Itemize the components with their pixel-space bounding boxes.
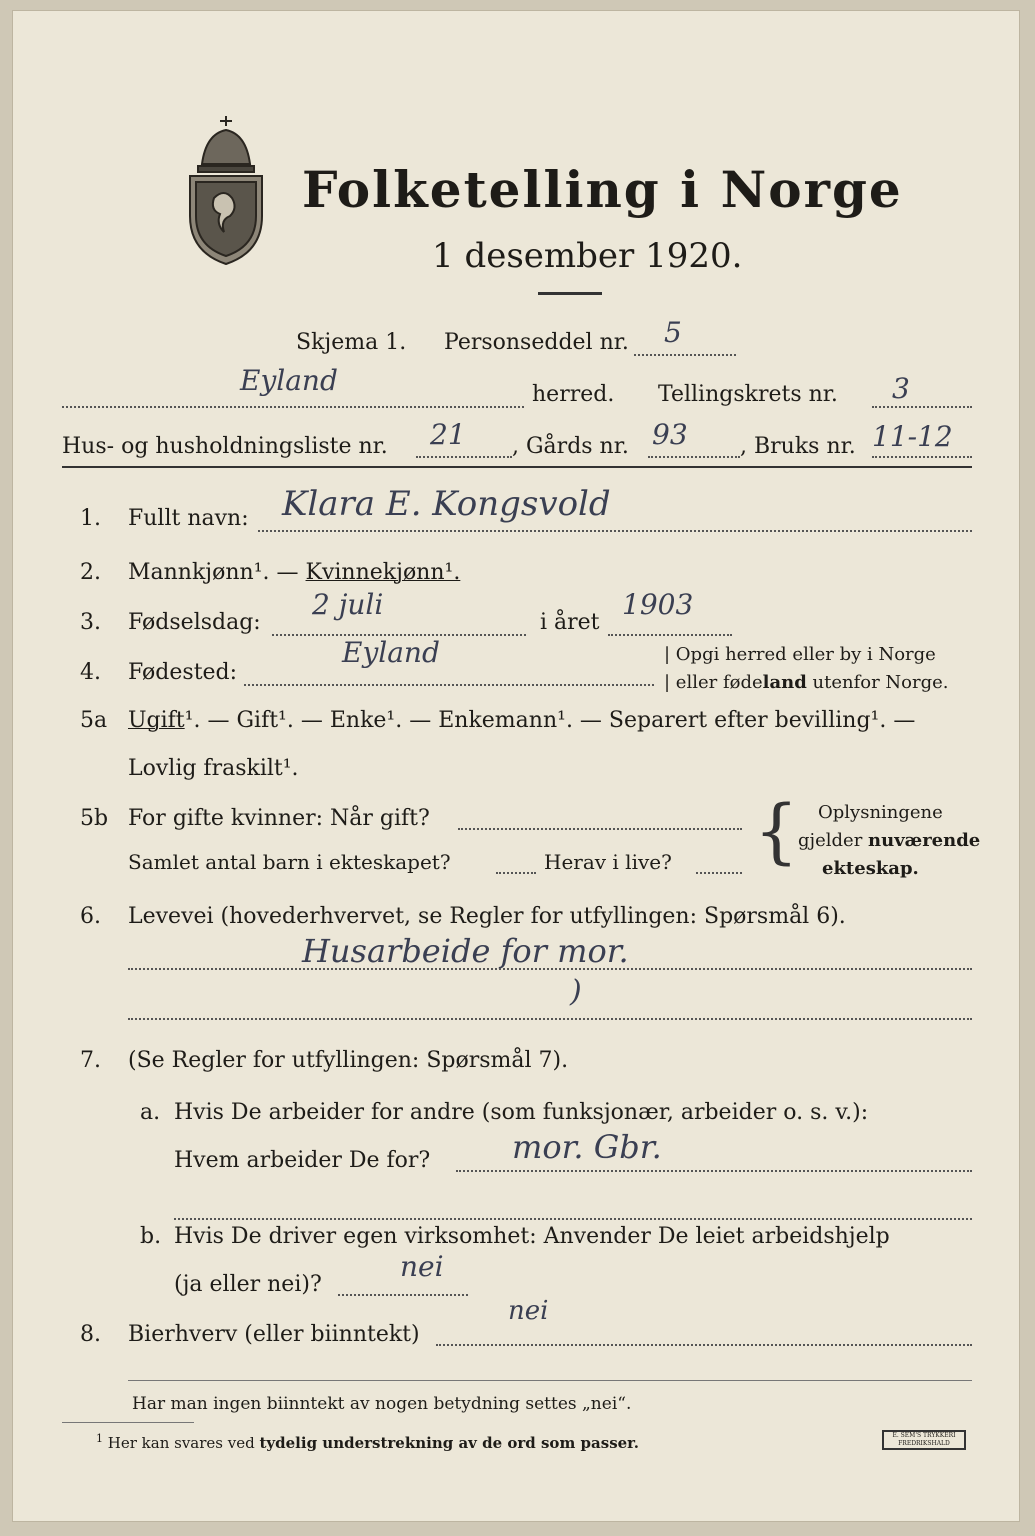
q5b-note3: ekteskap. [822,858,919,879]
q1-label: Fullt navn: [128,506,249,531]
q7-number: 7. [80,1048,101,1073]
hus-line [416,456,512,458]
personseddel-line [634,354,736,356]
coat-of-arms-icon [180,112,272,268]
q4-number: 4. [80,660,101,685]
personseddel-label: Personseddel nr. [444,330,629,355]
q1-line [258,530,972,532]
q7a-line2 [174,1218,972,1220]
footnote-number: 1 [96,1432,103,1445]
q3-label: Fødselsdag: [128,610,261,635]
form-subtitle: 1 desember 1920. [432,236,743,276]
q6-value: Husarbeide for mor. [302,932,629,970]
tellingskrets-line [872,406,972,408]
q5b-gift-line [458,828,742,830]
q2-number: 2. [80,560,101,585]
q7b-line [338,1294,468,1296]
title-divider [538,292,602,295]
herred-line [62,406,524,408]
bruks-label: , Bruks nr. [740,434,856,459]
tellingskrets-value: 3 [892,372,910,405]
q4-note-pre: eller føde [675,672,763,693]
personseddel-value: 5 [664,316,682,349]
printer-stamp-text: E. SEM'S TRYKKERI FREDRIKSHALD [892,1432,956,1447]
q7b-label: Hvis De driver egen virksomhet: Anvender De leiet arbeidshjelp [174,1224,890,1249]
q5a-line2: Lovlig fraskilt¹. [128,756,299,781]
q6-line2 [128,1018,972,1020]
q4-note-line1-text: Opgi herred eller by i Norge [675,644,936,665]
footer-rule [128,1380,972,1381]
q7-label: (Se Regler for utfyllingen: Spørsmål 7). [128,1048,569,1073]
q3-year-value: 1903 [622,588,694,621]
q3-year-label: i året [540,610,600,635]
q5a-ugift-option: Ugift [128,708,185,733]
q1-value: Klara E. Kongsvold [282,484,611,524]
q5a-other-options: ¹. — Gift¹. — Enke¹. — Enkemann¹. — Separert efter bevilling¹. — [184,708,916,733]
q4-note-line1: | Opgi herred eller by i Norge [664,644,936,665]
header-bottom-rule [62,466,972,468]
q6-line1 [128,968,972,970]
q7a-label: Hvis De arbeider for andre (som funksjonær, arbeider o. s. v.): [174,1100,869,1125]
footnote-pre: Her kan svares ved [107,1434,260,1452]
q3-day-value: 2 juli [312,588,384,621]
q4-note-bold: land [762,672,807,693]
q5b-note1: Oplysningene [818,802,943,823]
q5b-barn-line [496,872,536,874]
q5b-gift-label: For gifte kvinner: Når gift? [128,806,430,831]
q4-value: Eyland [342,636,440,669]
gards-label: , Gårds nr. [512,434,629,459]
footnote-rule [62,1422,194,1423]
q3-number: 3. [80,610,101,635]
q4-note-line2: | eller fødeland utenfor Norge. [664,672,949,693]
q5b-brace: { [754,790,799,872]
q8-line [436,1344,972,1346]
q4-label: Fødested: [128,660,238,685]
q5b-note2 [798,830,980,851]
printer-stamp [882,1430,966,1450]
skjema-label: Skjema 1. [296,330,407,355]
q5b-live-label: Herav i live? [544,850,672,874]
q5b-note2-bold: nuværende [868,830,981,851]
q7a-value: mor. Gbr. [512,1128,662,1166]
q2-text [128,560,460,585]
q3-year-line [608,634,732,636]
hus-value: 21 [430,418,466,451]
q5a-text [128,708,915,733]
herred-label: herred. [532,382,615,407]
q5b-barn-label: Samlet antal barn i ekteskapet? [128,850,451,874]
census-form-page [12,10,1020,1522]
footnote-bold: tydelig understrekning av de ord som passer. [259,1434,639,1452]
footer-note: Har man ingen biinntekt av nogen betydning settes „nei“. [132,1394,632,1414]
form-title: Folketelling i Norge [302,160,903,219]
q7a-question: Hvem arbeider De for? [174,1148,431,1173]
q4-note-post: utenfor Norge. [806,672,949,693]
q2-female-option: Kvinnekjønn¹. [305,560,461,585]
q8-value: nei [508,1296,549,1326]
tellingskrets-label: Tellingskrets nr. [658,382,838,407]
q5a-number: 5a [80,708,108,733]
q8-label: Bierhverv (eller biinntekt) [128,1322,420,1347]
herred-value: Eyland [240,364,338,397]
q2-dash: — [269,560,306,585]
q4-line [244,684,654,686]
gards-value: 93 [652,418,688,451]
q7b-question: (ja eller nei)? [174,1272,322,1297]
q5b-number: 5b [80,806,109,831]
q8-number: 8. [80,1322,101,1347]
q5b-live-line [696,872,742,874]
q1-number: 1. [80,506,101,531]
bruks-line [872,456,972,458]
q6-label: Levevei (hovederhvervet, se Regler for utfyllingen: Spørsmål 6). [128,904,846,929]
bruks-value: 11-12 [872,420,953,453]
q7b-value: nei [400,1250,444,1283]
q5b-note2-pre: gjelder [798,830,869,851]
hus-label: Hus- og husholdningsliste nr. [62,434,388,459]
q7a-line1 [456,1170,972,1172]
q2-male-option: Mannkjønn¹. [128,560,270,585]
q6-mark: ) [570,974,582,1009]
footnote [96,1432,639,1452]
q6-number: 6. [80,904,101,929]
gards-line [648,456,740,458]
q7a-number: a. [140,1100,161,1125]
q7b-number: b. [140,1224,162,1249]
